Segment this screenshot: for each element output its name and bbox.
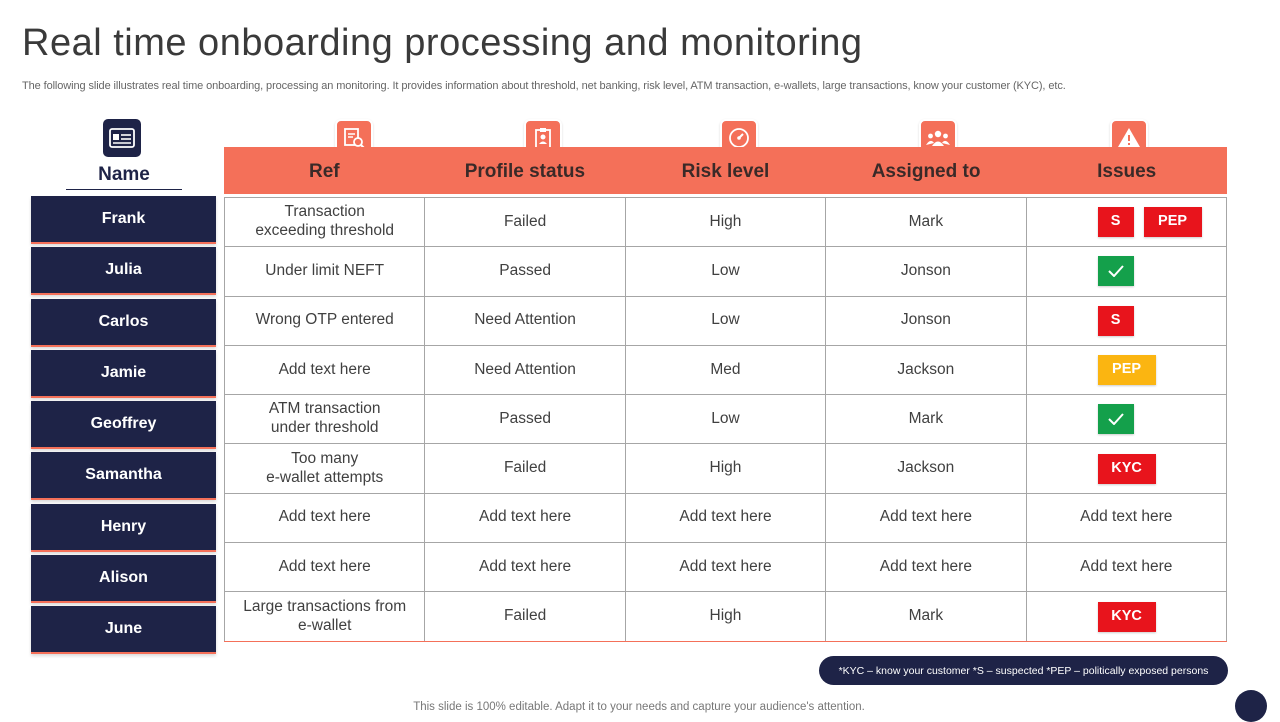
assigned-to-cell: Jackson — [826, 345, 1026, 394]
ref-cell: Transaction exceeding threshold — [225, 198, 425, 247]
assigned-to-cell: Jonson — [826, 247, 1026, 296]
risk-level-cell: Low — [625, 247, 825, 296]
name-cell: June — [31, 606, 216, 654]
assigned-to-cell: Mark — [826, 592, 1026, 641]
profile-status-cell: Failed — [425, 198, 625, 247]
column-header-issues: Issues — [1097, 160, 1157, 182]
risk-level-cell: High — [625, 444, 825, 493]
check-icon — [1098, 256, 1134, 286]
risk-level-cell: Low — [625, 296, 825, 345]
ref-cell: Wrong OTP entered — [225, 296, 425, 345]
profile-status-cell: Add text here — [425, 493, 625, 542]
risk-level-cell: High — [625, 198, 825, 247]
table-row — [225, 493, 1227, 542]
ref-cell: ATM transaction under threshold — [225, 395, 425, 444]
legend-note: *KYC – know your customer *S – suspected *PEP – politically exposed persons — [819, 656, 1228, 685]
issues-cell — [1026, 296, 1226, 345]
assigned-to-cell: Add text here — [826, 493, 1026, 542]
table-row — [225, 345, 1227, 394]
assigned-to-cell: Add text here — [826, 543, 1026, 592]
column-header-profile-status: Profile status — [464, 160, 586, 182]
assigned-to-cell: Jackson — [826, 444, 1026, 493]
profile-status-cell: Passed — [425, 395, 625, 444]
risk-level-cell: Med — [625, 345, 825, 394]
table-row — [225, 444, 1227, 493]
profile-status-cell: Add text here — [425, 543, 625, 592]
issue-badge-kyc: KYC — [1098, 454, 1156, 484]
risk-level-cell: Add text here — [625, 493, 825, 542]
issues-cell — [1026, 247, 1226, 296]
table-row — [225, 395, 1227, 444]
page-title: Real time onboarding processing and monitoring — [22, 22, 863, 64]
ref-cell: Large transactions from e-wallet — [225, 592, 425, 641]
name-cell: Alison — [31, 555, 216, 603]
table-row — [225, 198, 1227, 247]
issues-cell — [1026, 444, 1226, 493]
issues-cell — [1026, 198, 1226, 247]
ref-cell: Under limit NEFT — [225, 247, 425, 296]
profile-status-cell: Need Attention — [425, 345, 625, 394]
column-header-risk-level: Risk level — [681, 160, 770, 182]
issue-badge-s: S — [1098, 207, 1134, 237]
ref-cell: Too many e-wallet attempts — [225, 444, 425, 493]
issue-badge-s: S — [1098, 306, 1134, 336]
table-row — [225, 296, 1227, 345]
name-cell: Julia — [31, 247, 216, 295]
ref-cell: Add text here — [225, 543, 425, 592]
issue-badge-pep: PEP — [1098, 355, 1156, 385]
column-header-ref: Ref — [308, 160, 340, 182]
page-subtitle: The following slide illustrates real time onboarding, processing an monitoring. It provides information about threshold, net banking, risk level, ATM transaction, e-wallets, large transactions, know your customer (KYC), etc. — [22, 80, 1066, 92]
table-row — [225, 247, 1227, 296]
table-row — [225, 543, 1227, 592]
assigned-to-cell: Jonson — [826, 296, 1026, 345]
name-cell: Frank — [31, 196, 216, 244]
assigned-to-cell: Mark — [826, 198, 1026, 247]
id-card-icon — [103, 119, 141, 157]
risk-level-cell: High — [625, 592, 825, 641]
issues-cell — [1026, 592, 1226, 641]
profile-status-cell: Failed — [425, 444, 625, 493]
assigned-to-cell: Mark — [826, 395, 1026, 444]
name-cell: Samantha — [31, 452, 216, 500]
issue-badge-pep: PEP — [1144, 207, 1202, 237]
table-header — [224, 147, 1227, 194]
profile-status-cell: Passed — [425, 247, 625, 296]
profile-status-cell: Failed — [425, 592, 625, 641]
table-row — [225, 592, 1227, 641]
issue-badge-kyc: KYC — [1098, 602, 1156, 632]
name-cell: Jamie — [31, 350, 216, 398]
check-icon — [1098, 404, 1134, 434]
issues-cell: Add text here — [1026, 543, 1226, 592]
name-column — [31, 196, 216, 658]
column-header-assigned-to: Assigned to — [871, 160, 981, 182]
name-cell: Geoffrey — [31, 401, 216, 449]
ref-cell: Add text here — [225, 345, 425, 394]
risk-level-cell: Low — [625, 395, 825, 444]
name-cell: Carlos — [31, 299, 216, 347]
issues-cell: Add text here — [1026, 493, 1226, 542]
profile-status-cell: Need Attention — [425, 296, 625, 345]
issues-cell — [1026, 345, 1226, 394]
name-column-header: Name — [66, 164, 182, 190]
corner-decoration — [1235, 690, 1267, 722]
footer-note: This slide is 100% editable. Adapt it to your needs and capture your audience's attention. — [413, 701, 865, 713]
monitoring-table — [224, 197, 1227, 642]
issues-cell — [1026, 395, 1226, 444]
risk-level-cell: Add text here — [625, 543, 825, 592]
name-cell: Henry — [31, 504, 216, 552]
ref-cell: Add text here — [225, 493, 425, 542]
